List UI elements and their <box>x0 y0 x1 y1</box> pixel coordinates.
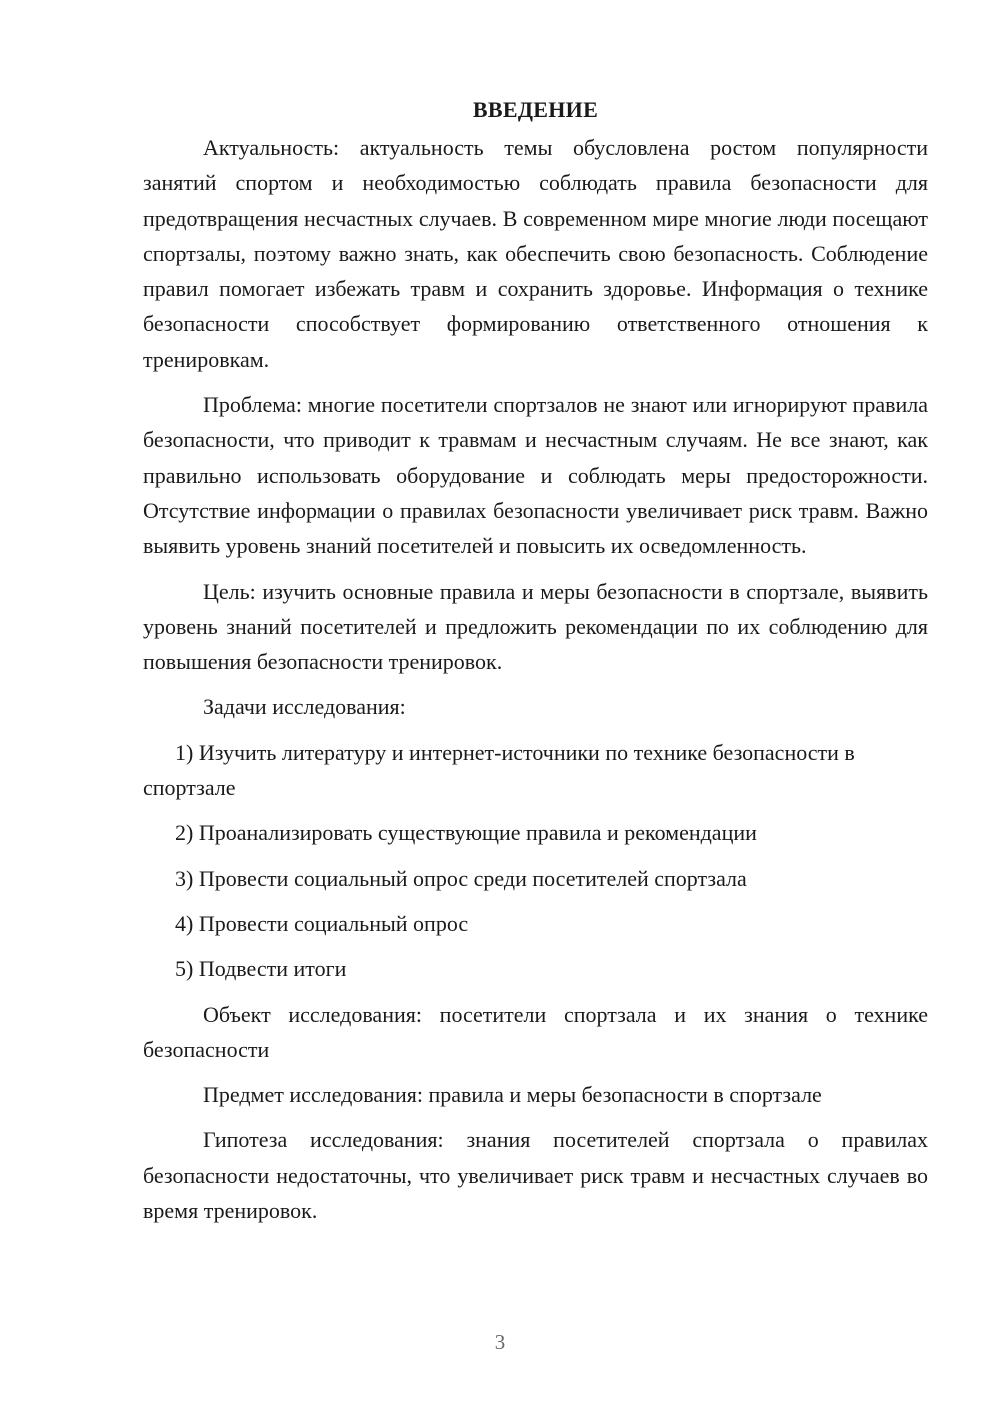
list-item: 1) Изучить литературу и интернет-источники по технике безопасности в спортзале <box>143 739 855 801</box>
object-paragraph: Объект исследования: посетители спортзала и их знания о технике безопасности <box>143 1001 928 1062</box>
list-item: 2) Проанализировать существующие правила и рекомендации <box>175 820 757 846</box>
goal-paragraph: Цель: изучить основные правила и меры безопасности в спортзале, выявить уровень знаний посетителей и предложить рекомендации по их соблюдению для повышения безопасности тренировок. <box>143 578 928 675</box>
list-item: 3) Провести социальный опрос среди посетителей спортзала <box>175 865 747 891</box>
page-number: 3 <box>494 1330 506 1354</box>
section-heading: ВВЕДЕНИЕ <box>472 97 599 122</box>
document-page <box>143 92 928 1238</box>
subject-paragraph: Предмет исследования: правила и меры безопасности в спортзале <box>203 1082 822 1108</box>
tasks-title: Задачи исследования: <box>203 694 406 720</box>
list-item: 5) Подвести итоги <box>175 956 347 982</box>
relevance-paragraph: Актуальность: актуальность темы обусловлена ростом популярности занятий спортом и необходимостью соблюдать правила безопасности для предотвращения несчастных случаев. В современном мире многие люди посещают спортзалы, поэтому важно знать, как обеспечить свою безопасность. Соблюдение правил помогает избежать травм и сохранить здоровье. Информация о технике безопасности способствует формированию ответственного отношения к тренировкам. <box>143 135 928 372</box>
list-item: 4) Провести социальный опрос <box>175 910 469 936</box>
hypothesis-paragraph: Гипотеза исследования: знания посетителей спортзала о правилах безопасности недостаточны, что увеличивает риск травм и несчастных случаев во время тренировок. <box>143 1127 928 1224</box>
problem-paragraph: Проблема: многие посетители спортзалов не знают или игнорируют правила безопасности, что приводит к травмам и несчастным случаям. Не все знают, как правильно использовать оборудование и соблюдать меры предосторожности. Отсутствие информации о правилах безопасности увеличивает риск травм. Важно выявить уровень знаний посетителей и повысить их осведомленность. <box>143 392 928 559</box>
tasks-list <box>143 735 928 987</box>
